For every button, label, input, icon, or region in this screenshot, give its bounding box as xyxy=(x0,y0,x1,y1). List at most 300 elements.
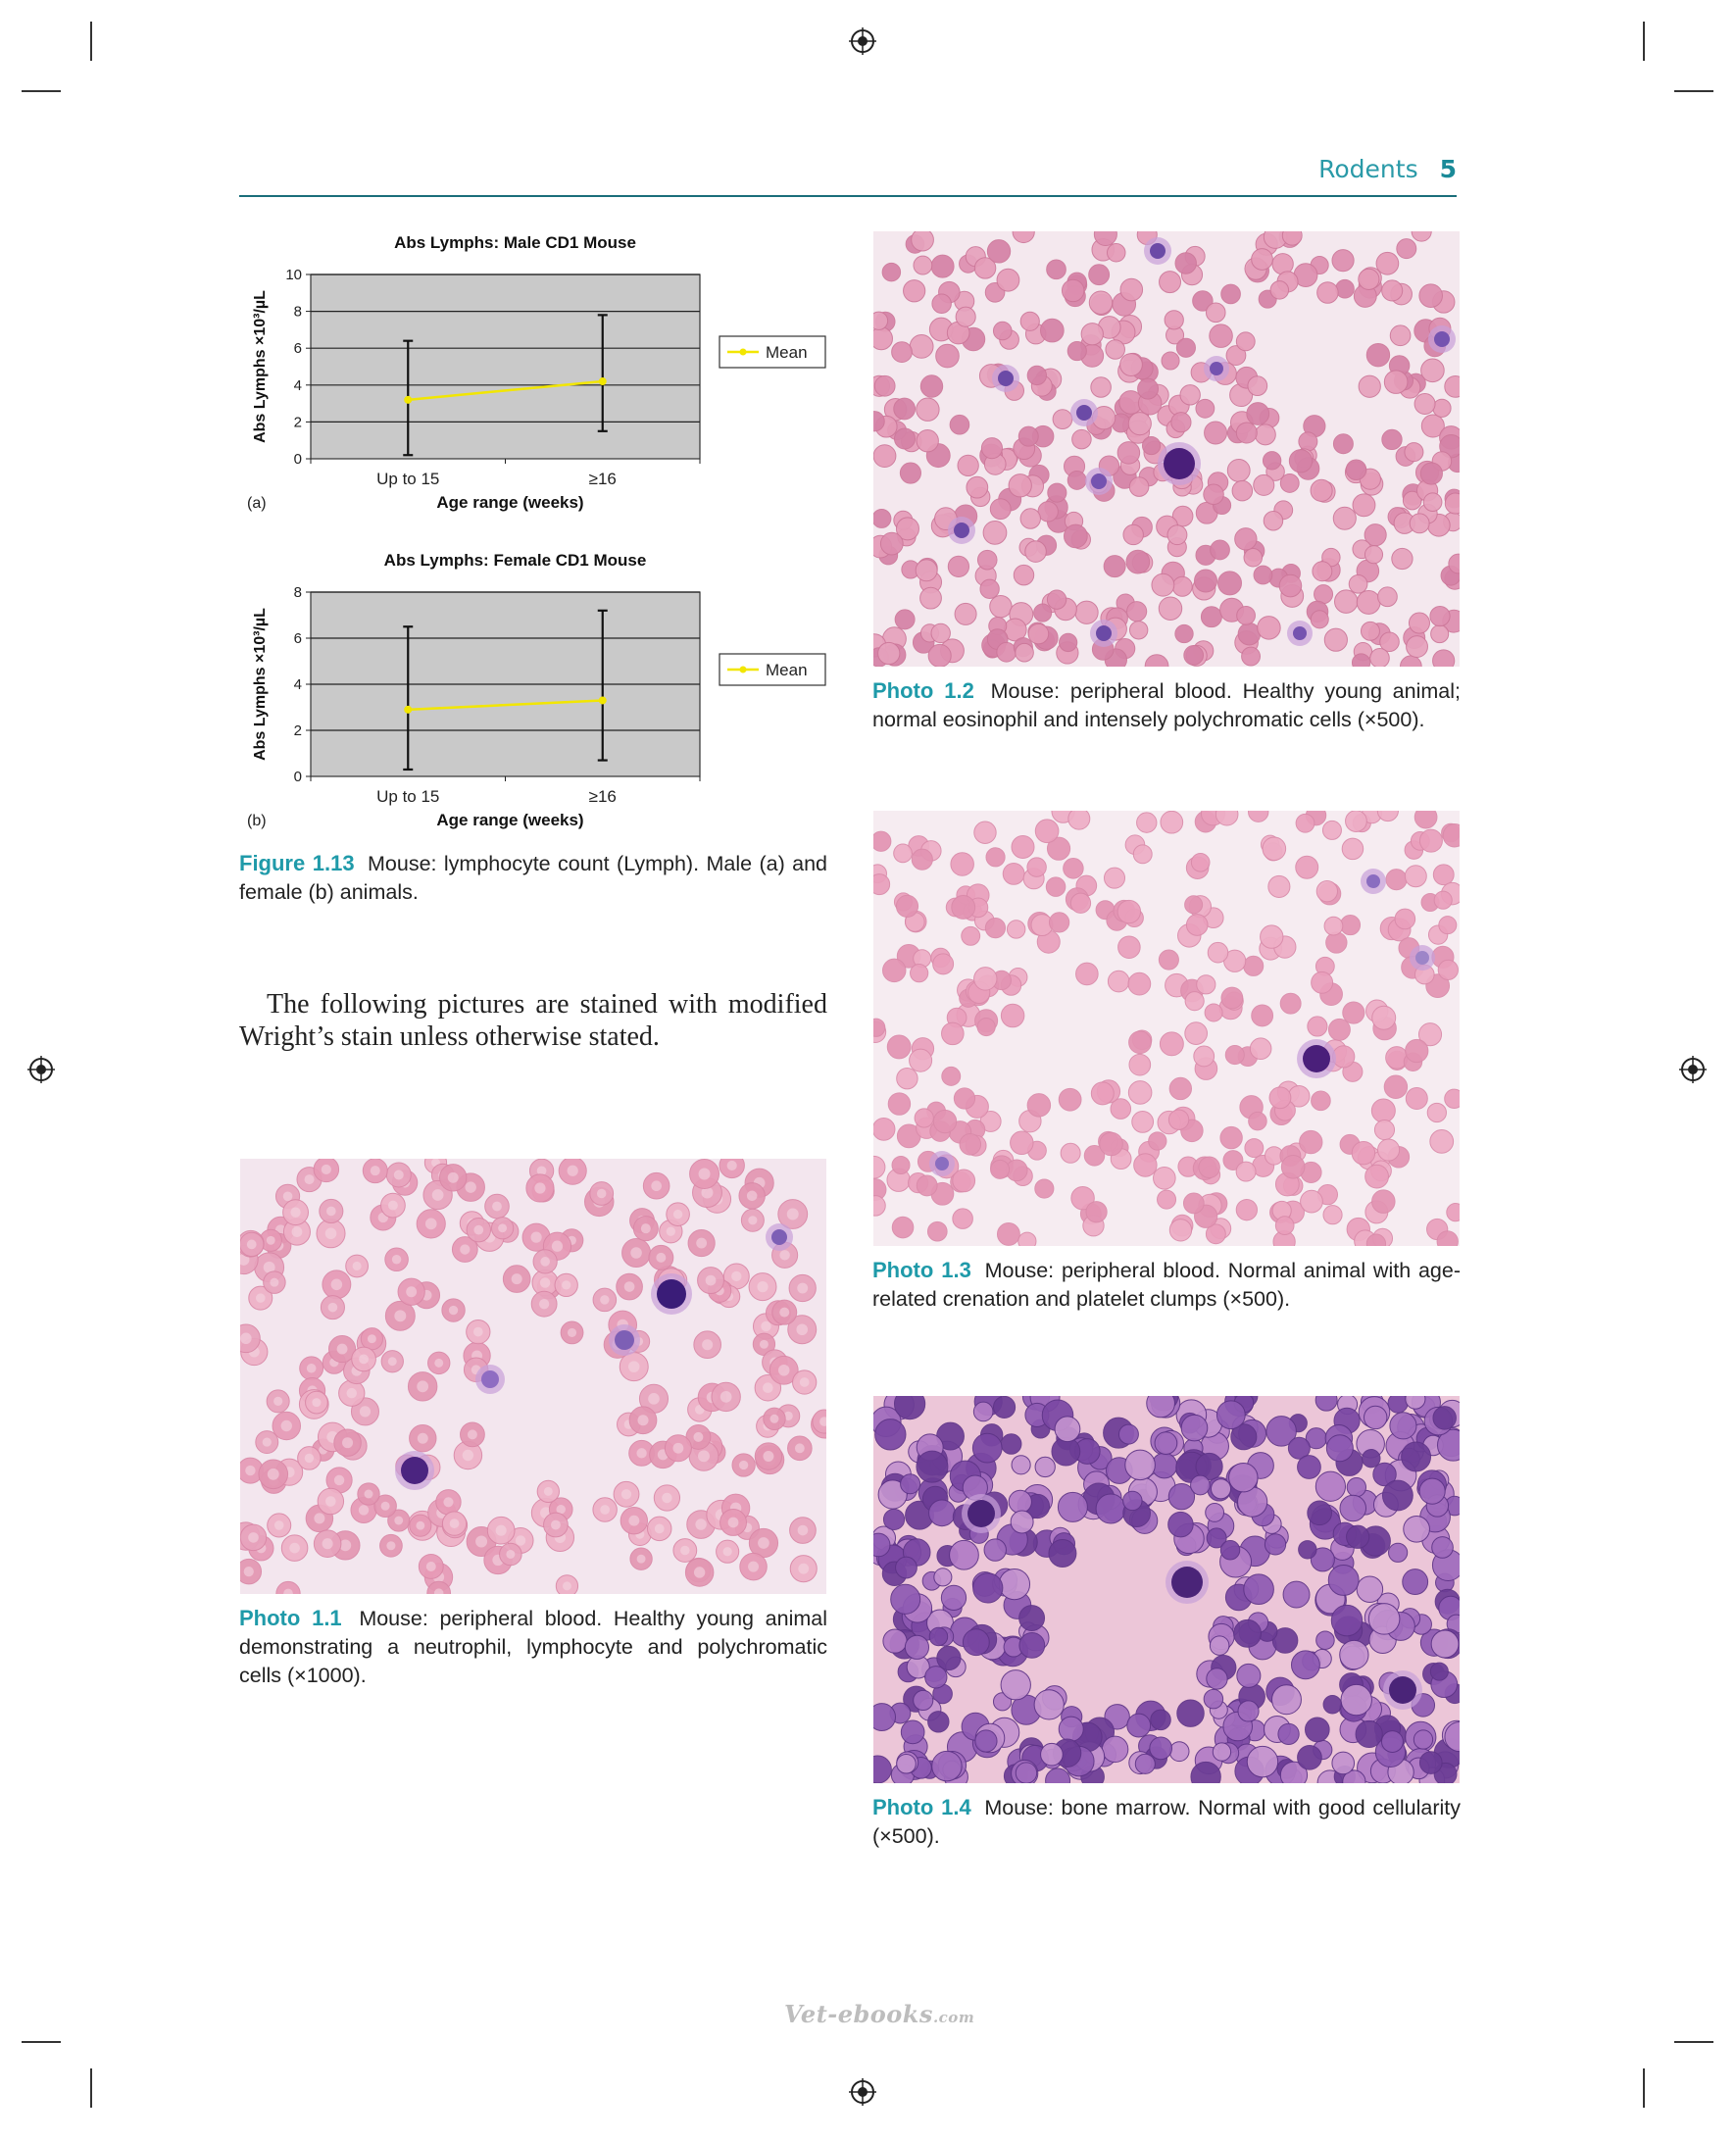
cell-pallor xyxy=(798,1564,809,1574)
cell-pallor xyxy=(648,1393,660,1405)
blood-cell xyxy=(1242,647,1261,666)
blood-cell xyxy=(1341,1684,1371,1715)
cell-pallor xyxy=(305,1454,314,1463)
y-tick-label: 6 xyxy=(293,630,302,647)
blood-cell xyxy=(914,1690,933,1710)
cell-pallor xyxy=(463,1450,473,1461)
y-tick-label: 2 xyxy=(293,414,302,431)
blood-cell xyxy=(1265,1534,1285,1555)
y-tick-label: 0 xyxy=(293,451,302,468)
blood-cell xyxy=(1220,1541,1239,1560)
cell-pallor xyxy=(544,1487,553,1496)
blood-cell xyxy=(1372,1190,1395,1213)
blood-cell xyxy=(900,463,920,483)
blood-cell xyxy=(1003,863,1024,884)
cell-pallor xyxy=(568,1328,576,1337)
blood-cell xyxy=(1183,1193,1204,1214)
cell-pallor xyxy=(739,1461,748,1469)
registration-mark-icon xyxy=(1679,1056,1707,1083)
blood-cell xyxy=(1269,1087,1291,1109)
blood-cell xyxy=(1331,1605,1362,1635)
legend-marker xyxy=(740,667,747,673)
blood-cell xyxy=(1191,1475,1211,1495)
blood-cell xyxy=(1324,917,1343,935)
leukocyte-nucleus xyxy=(1415,951,1429,965)
blood-cell xyxy=(1410,514,1429,533)
footer-logo-suffix: .com xyxy=(932,2009,975,2026)
blood-cell xyxy=(1263,837,1286,861)
cell-pallor xyxy=(636,1448,646,1458)
blood-cell xyxy=(1053,410,1072,429)
blood-cell xyxy=(1430,1663,1448,1680)
blood-cell xyxy=(1364,546,1382,564)
blood-cell xyxy=(931,255,954,277)
cell-pallor xyxy=(328,1303,338,1313)
cell-pallor xyxy=(418,1433,428,1444)
cell-pallor xyxy=(506,1550,515,1559)
blood-cell xyxy=(1317,282,1339,304)
cell-pallor xyxy=(432,1189,444,1201)
blood-cell xyxy=(1169,1077,1191,1099)
blood-cell xyxy=(1244,548,1263,567)
blood-cell xyxy=(1134,1154,1157,1176)
blood-cell xyxy=(1346,811,1367,831)
blood-cell xyxy=(1349,574,1367,593)
figure-caption xyxy=(239,849,827,907)
blood-cell xyxy=(1386,870,1407,890)
blood-cell xyxy=(1019,1606,1045,1631)
blood-cell xyxy=(1280,993,1301,1014)
blood-cell xyxy=(1357,1576,1383,1603)
blood-cell xyxy=(1125,1450,1156,1480)
blood-cell xyxy=(883,1509,904,1529)
blood-cell xyxy=(1027,858,1046,876)
blood-cell xyxy=(1252,249,1273,271)
cell-pallor xyxy=(630,1247,642,1259)
cell-pallor xyxy=(273,1397,282,1406)
blood-cell xyxy=(1244,956,1264,975)
blood-cell xyxy=(1154,1168,1176,1190)
leukocyte-nucleus xyxy=(1076,405,1092,421)
cell-pallor xyxy=(795,1443,805,1453)
blood-cell xyxy=(1167,525,1187,545)
blood-cell xyxy=(912,849,932,870)
blood-cell xyxy=(1237,606,1256,624)
cell-pallor xyxy=(731,1271,741,1281)
blood-cell xyxy=(953,1170,975,1192)
cell-pallor xyxy=(307,1364,317,1373)
chart-male-lymphs xyxy=(239,224,837,527)
cell-pallor xyxy=(475,1536,487,1548)
plot-area xyxy=(311,274,700,459)
cell-pallor xyxy=(342,1437,353,1448)
blood-cell xyxy=(977,1018,995,1035)
blood-cell xyxy=(1395,909,1415,929)
leukocyte-nucleus xyxy=(1434,331,1450,347)
blood-cell xyxy=(1118,1424,1138,1444)
blood-cell xyxy=(932,294,951,313)
blood-cell xyxy=(1185,992,1204,1011)
blood-cell xyxy=(1229,1463,1258,1491)
section-title: Rodents xyxy=(1318,155,1418,183)
blood-cell xyxy=(1340,916,1360,935)
blood-cell xyxy=(1001,1434,1021,1455)
cell-pallor xyxy=(748,1562,759,1572)
blood-cell xyxy=(920,375,942,397)
footer-logo xyxy=(784,2000,974,2028)
cell-pallor xyxy=(394,1170,404,1179)
blood-cell xyxy=(958,455,978,475)
cell-pallor xyxy=(496,1525,507,1536)
cell-pallor xyxy=(244,1567,254,1576)
blood-cell xyxy=(1390,325,1411,346)
blood-cell xyxy=(1059,1717,1083,1741)
blood-cell xyxy=(1100,1132,1123,1156)
blood-cell xyxy=(1208,942,1228,963)
cell-pallor xyxy=(667,1226,675,1235)
blood-cell xyxy=(1322,821,1341,839)
cell-pallor xyxy=(468,1429,477,1439)
blood-cell xyxy=(1272,1685,1302,1715)
blood-cell xyxy=(1191,853,1210,871)
y-tick-label: 8 xyxy=(293,584,302,601)
blood-cell xyxy=(1161,811,1183,833)
cell-pallor xyxy=(656,1253,666,1263)
blood-cell xyxy=(931,623,950,642)
blood-cell xyxy=(1300,1130,1322,1153)
y-tick-label: 4 xyxy=(293,376,302,394)
blood-cell xyxy=(873,327,892,350)
blood-cell xyxy=(1060,633,1077,651)
cell-pallor xyxy=(562,1280,570,1289)
cell-pallor xyxy=(256,1293,266,1303)
blood-cell xyxy=(1409,613,1429,633)
blood-cell xyxy=(1275,1217,1294,1235)
blood-cell xyxy=(1127,602,1147,622)
blood-cell xyxy=(1430,606,1450,625)
leukocyte-nucleus xyxy=(1171,1567,1203,1598)
blood-cell xyxy=(932,1751,962,1780)
blood-cell xyxy=(997,269,1019,291)
cell-pallor xyxy=(637,1555,646,1564)
blood-cell xyxy=(1439,917,1457,934)
blood-cell xyxy=(1268,875,1290,897)
blood-cell xyxy=(1151,1710,1171,1730)
blood-cell xyxy=(991,1160,1010,1178)
cell-pallor xyxy=(425,1219,437,1230)
blood-cell xyxy=(1046,877,1066,897)
blood-cell xyxy=(999,1568,1029,1599)
blood-cell xyxy=(1070,893,1090,913)
blood-cell xyxy=(975,1730,997,1752)
blood-cell xyxy=(1175,253,1196,274)
blood-cell xyxy=(972,1433,1002,1463)
legend-label: Mean xyxy=(766,661,808,679)
blood-cell xyxy=(981,438,1002,459)
blood-cell xyxy=(1041,1743,1064,1766)
blood-cell xyxy=(1129,1054,1151,1075)
cell-pallor xyxy=(563,1581,571,1590)
y-axis-label: Abs Lymphs ×10³/µL xyxy=(252,608,269,761)
blood-cell xyxy=(1169,1220,1191,1241)
blood-cell xyxy=(1438,960,1458,979)
blood-cell xyxy=(1405,866,1426,887)
body-paragraph: The following pictures are stained with modified Wright’s stain unless otherwise stated. xyxy=(239,989,827,1052)
cell-pallor xyxy=(448,1172,459,1183)
blood-cell xyxy=(887,1035,911,1059)
blood-cell xyxy=(1225,1046,1244,1065)
cell-pallor xyxy=(641,1223,651,1233)
cell-pallor xyxy=(365,1490,373,1499)
footer-logo-main: Vet-ebooks xyxy=(784,2000,933,2028)
blood-cell xyxy=(1120,278,1143,301)
blood-cell xyxy=(954,1088,974,1109)
blood-cell xyxy=(894,844,913,863)
blood-cell xyxy=(1420,463,1442,484)
cell-pallor xyxy=(763,1451,773,1462)
blood-cell xyxy=(1221,987,1243,1009)
blood-cell xyxy=(953,1209,973,1229)
cell-pallor xyxy=(322,1538,333,1549)
blood-cell xyxy=(1232,480,1253,501)
cell-pallor xyxy=(628,1361,640,1372)
blood-cell xyxy=(1258,617,1280,639)
blood-cell xyxy=(883,959,906,981)
blood-cell xyxy=(1270,281,1289,300)
blood-cell xyxy=(955,603,976,624)
y-tick-label: 10 xyxy=(285,267,302,283)
cell-pallor xyxy=(281,1420,292,1431)
blood-cell xyxy=(1076,963,1099,985)
leukocyte-nucleus xyxy=(1164,448,1195,479)
blood-cell xyxy=(1378,1139,1400,1161)
blood-cell xyxy=(1255,424,1275,445)
blood-cell xyxy=(1020,312,1039,330)
cell-pallor xyxy=(748,1216,757,1224)
blood-cell xyxy=(1061,1143,1080,1163)
blood-cell xyxy=(1075,601,1098,623)
figure-caption-text: Mouse: lymphocyte count (Lymph). Male (a) and female (b) animals. xyxy=(239,852,827,904)
cell-pallor xyxy=(723,1547,732,1556)
leukocyte-nucleus xyxy=(935,1157,949,1170)
cell-pallor xyxy=(720,1391,732,1403)
cell-pallor xyxy=(698,1450,710,1462)
photo-caption-text: Mouse: peripheral blood. Normal animal with age-related crenation and platelet clumps (×500). xyxy=(872,1259,1461,1311)
cell-pallor xyxy=(268,1469,279,1480)
blood-cell xyxy=(1199,1157,1219,1177)
cell-pallor xyxy=(460,1244,470,1254)
cell-pallor xyxy=(787,1209,799,1220)
blood-cell xyxy=(1332,1752,1355,1774)
cell-pallor xyxy=(597,1189,607,1199)
leukocyte-nucleus xyxy=(657,1279,686,1309)
blood-cell xyxy=(1047,260,1066,279)
blood-cell xyxy=(1298,1745,1322,1769)
blood-cell xyxy=(1245,1139,1264,1158)
blood-cell xyxy=(1279,574,1302,597)
blood-cell xyxy=(1123,524,1143,544)
cell-pallor xyxy=(290,1208,300,1218)
cell-pallor xyxy=(263,1437,272,1446)
blood-cell xyxy=(1333,507,1356,529)
blood-cell xyxy=(983,521,1007,544)
blood-cell xyxy=(910,335,933,359)
blood-cell xyxy=(1238,622,1260,644)
blood-cell xyxy=(1405,443,1423,462)
blood-cell xyxy=(1206,303,1225,323)
blood-cell xyxy=(1427,1103,1446,1121)
blood-cell xyxy=(1296,856,1318,878)
blood-cell xyxy=(1129,622,1147,639)
blood-cell xyxy=(962,926,980,945)
blood-cell xyxy=(1361,622,1379,640)
blood-cell xyxy=(1359,375,1380,397)
blood-cell xyxy=(1388,1396,1408,1413)
blood-cell xyxy=(1264,512,1282,530)
blood-cell xyxy=(1204,1689,1222,1708)
blood-cell xyxy=(1211,540,1230,560)
blood-cell xyxy=(1252,1005,1273,1026)
cell-pallor xyxy=(312,1398,321,1407)
blood-cell xyxy=(1206,1503,1224,1521)
blood-cell xyxy=(1431,1630,1459,1658)
leukocyte-nucleus xyxy=(1389,1676,1416,1704)
blood-cell xyxy=(963,1629,989,1656)
blood-cell xyxy=(1333,434,1353,454)
blood-cell xyxy=(1132,1112,1154,1133)
blood-cell xyxy=(1312,1091,1331,1111)
blood-cell xyxy=(1168,1110,1188,1129)
cell-pallor xyxy=(360,1406,371,1417)
blood-cell xyxy=(1364,1406,1387,1428)
data-point-mean xyxy=(599,696,607,704)
blood-cell xyxy=(917,1451,948,1482)
cell-pallor xyxy=(800,1377,810,1387)
blood-cell xyxy=(986,848,1005,867)
blood-cell xyxy=(1323,1206,1342,1224)
blood-cell xyxy=(1244,1574,1274,1605)
blood-cell xyxy=(1129,477,1149,497)
cell-pallor xyxy=(512,1273,522,1284)
cell-pallor xyxy=(699,1169,711,1180)
cell-pallor xyxy=(624,1281,635,1292)
blood-cell xyxy=(1016,643,1034,662)
blood-cell xyxy=(892,342,913,363)
blood-cell xyxy=(1423,493,1442,512)
cell-pallor xyxy=(761,1321,770,1331)
cell-pallor xyxy=(492,1202,502,1212)
data-point-mean xyxy=(404,706,412,714)
blood-cell xyxy=(997,1223,1019,1246)
cell-pallor xyxy=(305,1174,315,1184)
blood-cell xyxy=(1009,1490,1031,1513)
blood-cell xyxy=(1091,377,1112,398)
blood-cell xyxy=(904,280,925,302)
blood-cell xyxy=(984,1539,1006,1561)
blood-cell xyxy=(1091,1082,1114,1105)
blood-cell xyxy=(1384,371,1408,394)
cell-pallor xyxy=(637,1415,648,1425)
cell-pallor xyxy=(245,1466,255,1475)
cell-pallor xyxy=(325,1227,337,1239)
x-axis-label: Age range (weeks) xyxy=(436,493,584,512)
blood-cell xyxy=(1047,590,1066,609)
blood-cell xyxy=(1176,338,1195,357)
blood-cell xyxy=(1237,1664,1261,1687)
cell-pallor xyxy=(695,1519,706,1529)
blood-cell xyxy=(1104,868,1124,888)
blood-cell xyxy=(882,263,900,280)
blood-cell xyxy=(1133,845,1152,864)
blood-cell xyxy=(1414,393,1435,414)
blood-cell xyxy=(1308,1017,1327,1036)
leukocyte-nucleus xyxy=(967,1500,995,1527)
cell-pallor xyxy=(289,1543,300,1554)
cell-pallor xyxy=(621,1489,631,1499)
cell-pallor xyxy=(248,1532,259,1543)
blood-cell xyxy=(1323,1696,1341,1714)
cell-pallor xyxy=(769,1415,778,1423)
blood-cell xyxy=(950,415,969,434)
cell-pallor xyxy=(434,1359,443,1368)
blood-cell xyxy=(952,896,975,920)
cell-pallor xyxy=(322,1165,331,1174)
blood-cell xyxy=(1316,881,1337,902)
blood-cell xyxy=(1168,1512,1193,1536)
blood-cell xyxy=(1128,972,1151,995)
cell-pallor xyxy=(416,1521,424,1530)
blood-cell xyxy=(1447,1204,1460,1221)
blood-cell xyxy=(912,231,934,251)
blood-cell xyxy=(967,476,988,498)
blood-cell xyxy=(1220,1126,1242,1148)
blood-cell xyxy=(1038,502,1058,522)
blood-cell xyxy=(1035,1179,1054,1198)
blood-cell xyxy=(894,428,915,449)
blood-cell xyxy=(1381,1731,1403,1753)
cell-pallor xyxy=(662,1493,671,1503)
blood-cell xyxy=(1299,1541,1316,1559)
blood-cell xyxy=(1335,590,1358,613)
blood-cell xyxy=(917,1175,937,1196)
leukocyte-nucleus xyxy=(1366,874,1380,888)
blood-cell xyxy=(1347,1477,1365,1496)
blood-cell xyxy=(1216,1401,1245,1429)
blood-cell xyxy=(1236,332,1255,351)
blood-cell xyxy=(917,398,939,421)
cell-pallor xyxy=(386,1541,395,1550)
blood-cell xyxy=(891,1584,920,1614)
cell-pallor xyxy=(465,1181,475,1192)
blood-cell xyxy=(987,240,1010,263)
blood-cell xyxy=(1049,1539,1076,1567)
leukocyte-nucleus xyxy=(1303,1045,1330,1072)
blood-cell xyxy=(950,1540,979,1569)
cell-pallor xyxy=(240,1333,251,1344)
blood-cell xyxy=(905,1635,928,1659)
blood-cell xyxy=(928,1712,949,1732)
blood-cell xyxy=(1281,1155,1305,1178)
blood-cell xyxy=(1171,413,1191,432)
cell-pallor xyxy=(551,1520,561,1530)
blood-cell xyxy=(937,1646,961,1669)
cell-pallor xyxy=(655,1523,665,1533)
blood-cell xyxy=(990,595,1012,617)
data-point-mean xyxy=(599,377,607,385)
blood-cell xyxy=(1272,254,1293,274)
legend-marker xyxy=(740,349,747,356)
blood-cell xyxy=(1433,1407,1456,1429)
